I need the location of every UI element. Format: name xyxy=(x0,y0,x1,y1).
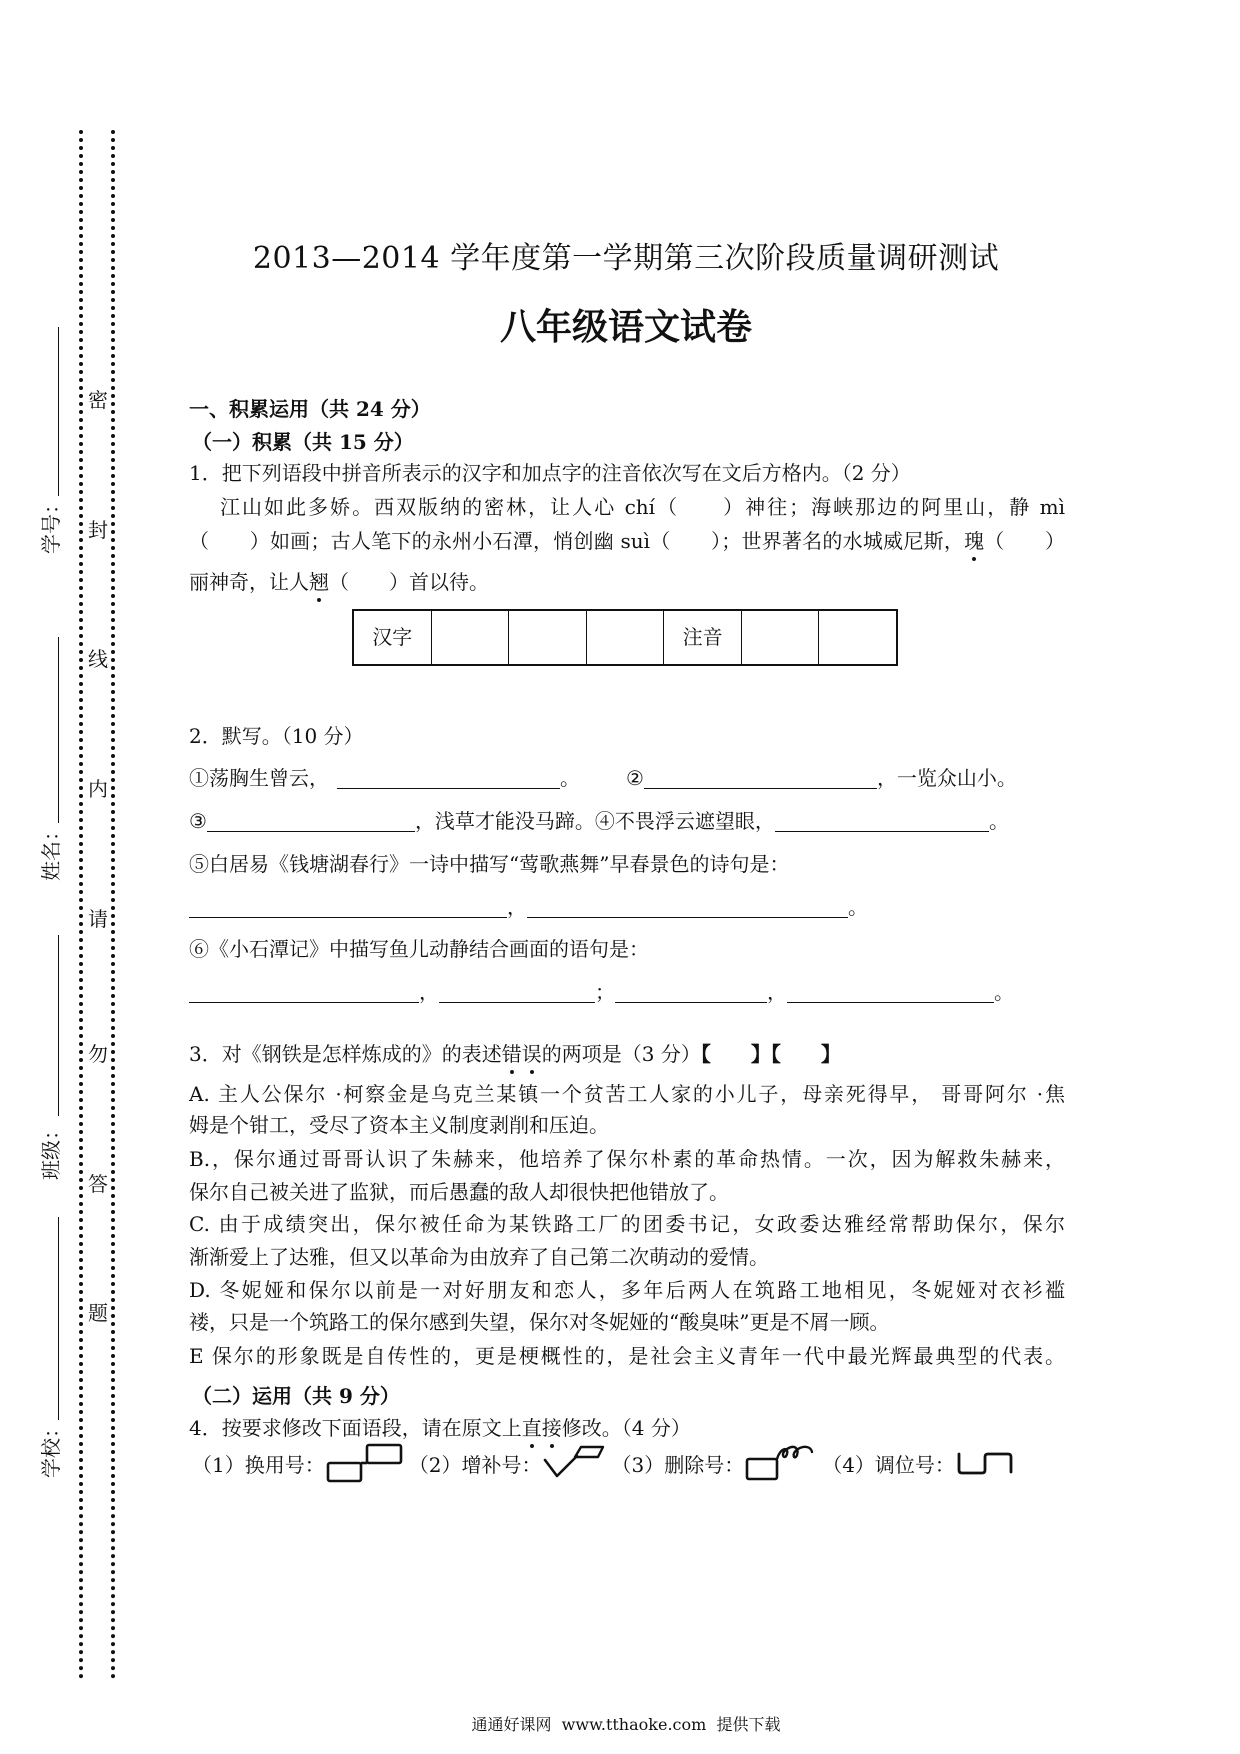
answer-blank xyxy=(207,811,415,832)
dotted-word: 直接 xyxy=(522,1413,562,1449)
recitation-prompt: ⑥《小石潭记》中描写鱼儿动静结合画面的语句是： xyxy=(189,937,649,961)
seal-char: 请 xyxy=(88,907,108,931)
school-label: 学校： xyxy=(39,1418,63,1478)
recitation-text: ， xyxy=(767,980,787,1004)
revision-mark-label: （1）换用号： xyxy=(192,1452,325,1477)
recitation-text: 。 xyxy=(988,809,1009,833)
delete-mark-icon xyxy=(744,1443,818,1483)
part-heading: 一、积累运用（共 24 分） xyxy=(189,397,431,421)
binding-dotted-line-outer xyxy=(79,130,83,1680)
question-4-stem xyxy=(189,1413,691,1443)
question-2-stem: 2．默写。（10 分） xyxy=(189,724,364,748)
section-heading: （二）运用（共 9 分） xyxy=(192,1384,400,1408)
answer-cell xyxy=(586,611,664,664)
revision-mark-label: （3）删除号： xyxy=(611,1452,745,1477)
option-d-line: D. 冬妮娅和保尔以前是一对好朋友和恋人，多年后两人在筑路工地相见，冬妮娅对衣衫褴 xyxy=(189,1278,1065,1302)
seal-char: 答 xyxy=(88,1172,108,1196)
recitation-prompt: ⑤白居易《钱塘湖春行》一诗中描写“莺歌燕舞”早春景色的诗句是： xyxy=(189,852,790,876)
seal-char: 密 xyxy=(88,388,108,412)
seal-char: 封 xyxy=(88,518,108,542)
student-id-label: 学号： xyxy=(39,494,63,554)
exam-subtitle: 八年级语文试卷 xyxy=(499,306,752,348)
option-b-line: 保尔自己被关进了监狱，而后愚蠢的敌人却很快把他错放了。 xyxy=(189,1180,729,1204)
answer-blank xyxy=(787,982,994,1003)
recitation-line xyxy=(189,763,1017,793)
hanzi-label-cell: 汉字 xyxy=(372,625,413,649)
question-text: 的两项是（3 分） xyxy=(541,1042,701,1066)
recitation-text: ； xyxy=(595,980,615,1004)
seal-char: 内 xyxy=(88,777,108,801)
answer-blank xyxy=(615,982,767,1003)
class-label: 班级： xyxy=(39,1120,63,1180)
dotted-word: 错误 xyxy=(502,1039,542,1075)
answer-blank xyxy=(189,897,507,918)
answer-blank xyxy=(527,897,848,918)
recitation-text: ， xyxy=(507,895,527,919)
revision-mark-label: （2）增补号： xyxy=(408,1452,542,1477)
question-3-stem xyxy=(189,1039,841,1069)
answer-blank xyxy=(189,982,419,1003)
option-a-line: 姆是个钳工，受尽了资本主义制度剥削和压迫。 xyxy=(189,1113,609,1137)
option-c-line: C. 由于成绩突出，保尔被任命为某铁路工厂的团委书记，女政委达雅经常帮助保尔，保尔 xyxy=(189,1212,1065,1236)
question-1-answer-table xyxy=(352,609,898,666)
option-b-line: B.，保尔通过哥哥认识了朱赫来，他培养了保尔朴素的革命热情。一次，因为解救朱赫来， xyxy=(189,1147,1065,1171)
seal-char: 题 xyxy=(88,1301,108,1325)
recitation-text: ，一览众山小。 xyxy=(876,766,1017,790)
answer-cell xyxy=(741,611,819,664)
insert-mark-icon xyxy=(541,1444,607,1482)
seal-char: 线 xyxy=(88,647,108,671)
recitation-text: 。 xyxy=(560,766,580,790)
question-text: 4．按要求修改下面语段，请在原文上 xyxy=(189,1416,522,1440)
recitation-text: ③ xyxy=(189,809,207,833)
option-c-line: 渐渐爱上了达雅，但又以革命为由放弃了自己第二次萌动的爱情。 xyxy=(189,1245,769,1269)
recitation-line xyxy=(189,892,868,922)
school-blank xyxy=(58,1217,59,1420)
revision-mark xyxy=(409,1444,608,1482)
answer-blank xyxy=(439,982,595,1003)
option-d-line: 褛，只是一个筑路工的保尔感到失望，保尔对冬妮娅的“酸臭味”更是不屑一顾。 xyxy=(189,1310,890,1334)
passage-text: （ ） xyxy=(984,529,1066,553)
transpose-mark-icon xyxy=(955,1449,1017,1477)
option-a-line: A. 主人公保尔 ·柯察金是乌克兰某镇一个贫苦工人家的小儿子，母亲死得早， 哥哥阿尔 ·焦 xyxy=(189,1082,1065,1106)
binding-dotted-line-inner xyxy=(111,130,115,1680)
question-1-passage-line xyxy=(189,526,1065,556)
question-1-passage-line xyxy=(189,567,489,597)
revision-mark-label: （4）调位号： xyxy=(822,1452,955,1477)
answer-brackets: 【 】【 】 xyxy=(700,1042,841,1066)
recitation-text: ，浅草才能没马蹄。④不畏浮云遮望眼， xyxy=(414,809,775,833)
question-text: 3．对《钢铁是怎样炼成的》的表述 xyxy=(189,1042,502,1066)
answer-cell xyxy=(508,611,586,664)
revision-mark xyxy=(822,1449,1017,1478)
name-blank xyxy=(58,637,59,823)
question-1-passage-line: 江山如此多娇。西双版纳的密林，让人心 chí（ ）神往；海峡那边的阿里山，静 mì xyxy=(220,495,1065,519)
answer-blank xyxy=(337,768,560,789)
answer-blank xyxy=(644,768,877,789)
passage-text: 丽神奇，让人 xyxy=(189,570,309,594)
zhuyin-label-cell: 注音 xyxy=(663,611,741,664)
recitation-text: ， xyxy=(419,980,439,1004)
answer-blank xyxy=(775,811,989,832)
name-label: 姓名： xyxy=(39,821,63,881)
exam-title: 2013—2014 学年度第一学期第三次阶段质量调研测试 xyxy=(252,241,1000,276)
recitation-text: ①荡胸生曾云， xyxy=(189,766,329,790)
revision-mark xyxy=(611,1443,818,1483)
recitation-text: ② xyxy=(626,766,644,790)
question-1-stem: 1．把下列语段中拼音所表示的汉字和加点字的注音依次写在文后方格内。（2 分） xyxy=(189,461,911,485)
option-e-line: E 保尔的形象既是自传性的，更是梗概性的，是社会主义青年一代中最光辉最典型的代表。 xyxy=(189,1344,1065,1368)
dotted-character: 翘 xyxy=(309,567,329,603)
recitation-line xyxy=(189,977,1014,1007)
section-heading: （一）积累（共 15 分） xyxy=(192,430,414,454)
answer-cell xyxy=(431,611,509,664)
revision-mark xyxy=(192,1441,405,1485)
question-text: 修改。（4 分） xyxy=(561,1416,691,1440)
recitation-text: 。 xyxy=(848,895,868,919)
student-id-blank xyxy=(58,327,59,496)
answer-cell xyxy=(818,611,896,664)
seal-char: 勿 xyxy=(88,1042,108,1066)
recitation-text: 。 xyxy=(994,980,1014,1004)
passage-text: （ ）首以待。 xyxy=(329,570,489,594)
replace-mark-icon xyxy=(325,1441,405,1485)
class-blank xyxy=(58,935,59,1116)
passage-text: （ ）如画；古人笔下的永州小石潭，悄创幽 suì（ ）；世界著名的水城威尼斯， xyxy=(189,529,965,553)
dotted-character: 瑰 xyxy=(964,526,984,562)
revision-marks-row xyxy=(192,1441,1021,1485)
recitation-line xyxy=(189,806,1009,836)
page-footer: 通通好课网 www.tthaoke.com 提供下载 xyxy=(471,1715,781,1734)
